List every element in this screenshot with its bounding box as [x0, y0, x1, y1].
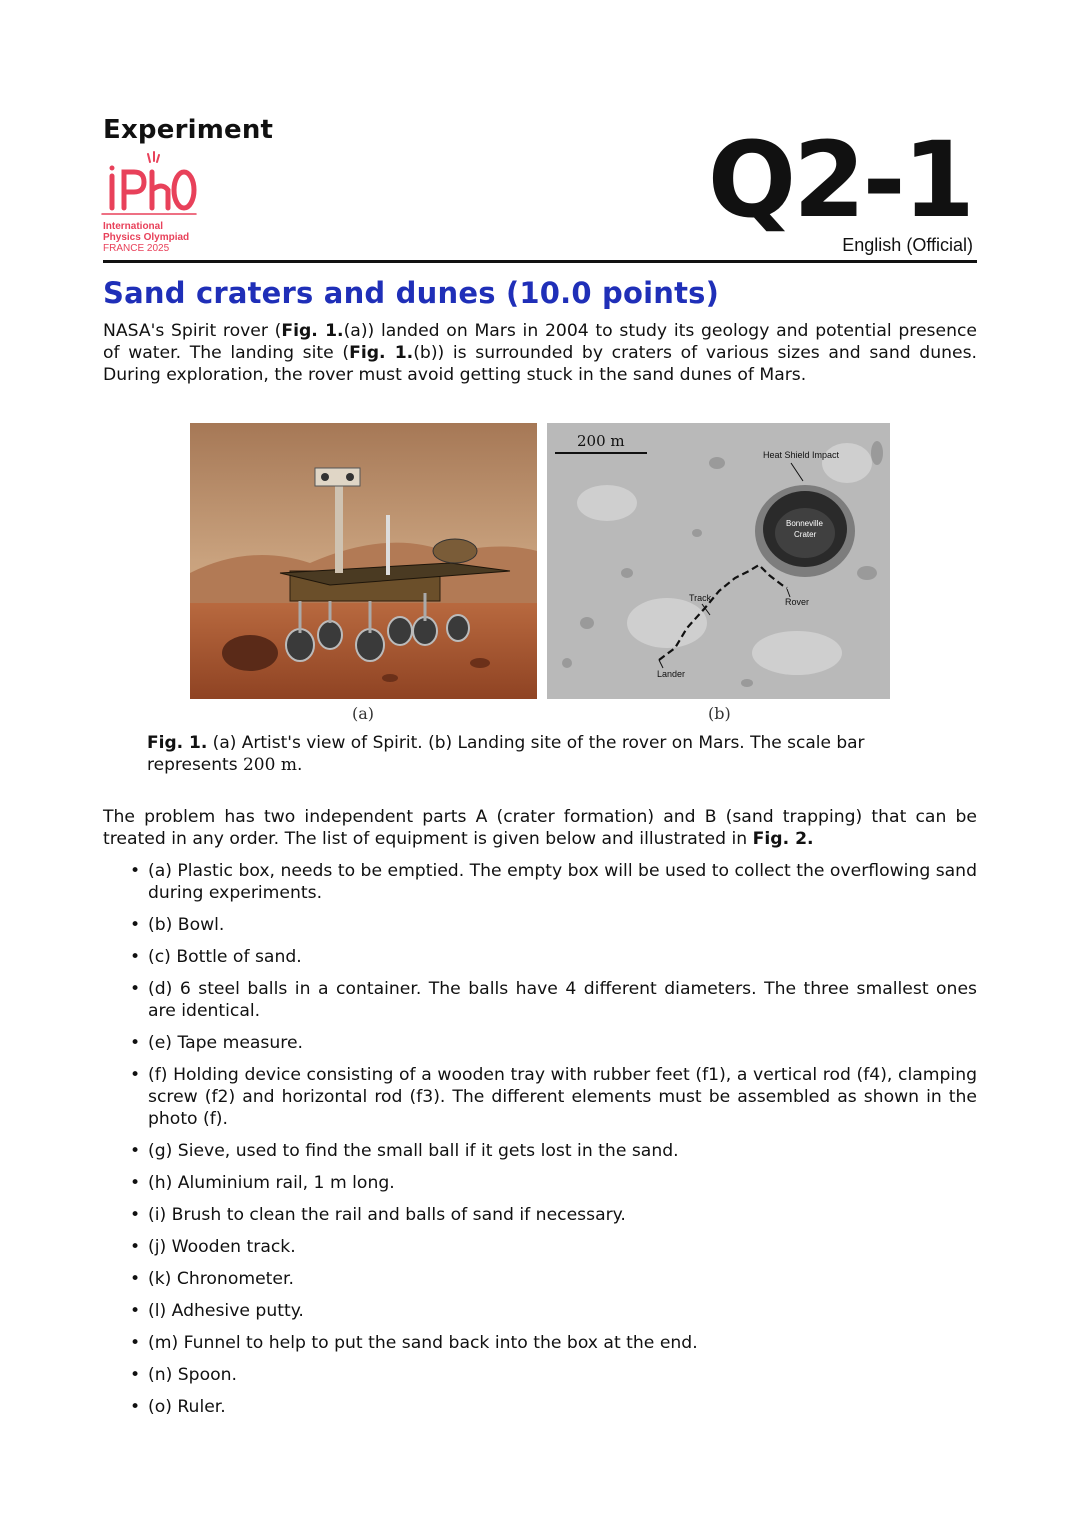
- logo-text-olympiad: Physics Olympiad: [103, 232, 190, 243]
- crater-label-line1: Bonneville: [786, 519, 823, 528]
- bullet-icon: •: [130, 1237, 141, 1257]
- list-item: • (b) Bowl.: [130, 915, 225, 935]
- fig-ref: Fig. 1.: [349, 343, 414, 363]
- list-item: • (n) Spoon.: [130, 1365, 237, 1385]
- list-item: • (l) Adhesive putty.: [130, 1301, 304, 1321]
- bullet-icon: •: [130, 861, 141, 881]
- equipment-list: [130, 860, 977, 1428]
- logo-text-france: FRANCE 2025: [103, 243, 170, 254]
- bullet-icon: •: [130, 915, 141, 935]
- heat-shield-label: Heat Shield Impact: [763, 450, 840, 460]
- list-item: • (h) Aluminium rail, 1 m long.: [130, 1173, 395, 1193]
- intro-paragraph: NASA's Spirit rover (Fig. 1.(a)) landed on Mars in 2004 to study its geology and potential presence of water. The landing site (Fig. 1.(b)) is surrounded by craters of various sizes and sand dunes. During exploration, the rover must avoid getting stuck in the sand dunes of Mars.: [103, 321, 977, 385]
- bullet-icon: •: [130, 1365, 141, 1385]
- bullet-icon: •: [130, 1397, 141, 1417]
- bullet-icon: •: [130, 1173, 141, 1193]
- list-item: • (i) Brush to clean the rail and balls of sand if necessary.: [130, 1205, 626, 1225]
- list-item: • (o) Ruler.: [130, 1397, 226, 1417]
- list-item: • (k) Chronometer.: [130, 1269, 294, 1289]
- rover-illustration: [190, 423, 537, 699]
- language-label: English (Official): [842, 235, 973, 255]
- problem-title: Sand craters and dunes (10.0 points): [103, 276, 720, 310]
- rover-label: Rover: [785, 597, 810, 607]
- figure-caption: Fig. 1. (a) Artist's view of Spirit. (b) Landing site of the rover on Mars. The scale bar represents 200 m.: [147, 733, 865, 775]
- bullet-icon: •: [130, 1301, 141, 1321]
- list-item: • (d) 6 steel balls in a container. The balls have 4 different diameters. The three smallest ones are identical.: [130, 979, 977, 1021]
- list-item: • (m) Funnel to help to put the sand back into the box at the end.: [130, 1333, 698, 1353]
- scale-label: 200 m: [577, 432, 625, 450]
- bullet-icon: •: [130, 979, 141, 999]
- bullet-icon: •: [130, 1205, 141, 1225]
- lander-label: Lander: [657, 669, 686, 679]
- panel-b-label: (b): [708, 704, 731, 723]
- bullet-icon: •: [130, 1141, 141, 1161]
- list-item: • (f) Holding device consisting of a wooden tray with rubber feet (f1), a vertical rod (f4), clamping screw (f2) and horizontal rod (f3). The different elements must be assembled as shown in the photo (f).: [130, 1065, 977, 1129]
- track-label: Track: [689, 593, 712, 603]
- bullet-icon: •: [130, 1333, 141, 1353]
- list-item: • (g) Sieve, used to find the small ball if it gets lost in the sand.: [130, 1141, 679, 1161]
- list-item: • (j) Wooden track.: [130, 1237, 296, 1257]
- bullet-icon: •: [130, 1065, 141, 1085]
- list-item: • (c) Bottle of sand.: [130, 947, 302, 967]
- header-rule: [103, 260, 977, 263]
- landing-site-map: [547, 423, 890, 699]
- list-item: • (e) Tape measure.: [130, 1033, 304, 1053]
- ipho-logo: [100, 150, 200, 258]
- fig-ref: Fig. 1.: [281, 321, 344, 341]
- question-code: Q2-1: [707, 119, 972, 241]
- caption-ref: Fig. 1.: [147, 733, 208, 753]
- logo-text-international: International: [103, 221, 164, 232]
- experiment-label: Experiment: [103, 115, 274, 145]
- ipho-logo-mark-icon: [100, 150, 200, 220]
- crater-label-line2: Crater: [794, 530, 817, 539]
- parts-intro-paragraph: The problem has two independent parts A (crater formation) and B (sand trapping) that can be treated in any order. The list of equipment is given below and illustrated in Fig. 2.: [103, 807, 977, 849]
- bullet-icon: •: [130, 947, 141, 967]
- panel-a-label: (a): [352, 704, 375, 723]
- caption-scale: 200 m: [242, 755, 297, 775]
- fig-ref: Fig. 2.: [752, 829, 814, 849]
- bullet-icon: •: [130, 1269, 141, 1289]
- bullet-icon: •: [130, 1033, 141, 1053]
- list-item: • (a) Plastic box, needs to be emptied. The empty box will be used to collect the overflowing sand during experiments.: [130, 861, 977, 903]
